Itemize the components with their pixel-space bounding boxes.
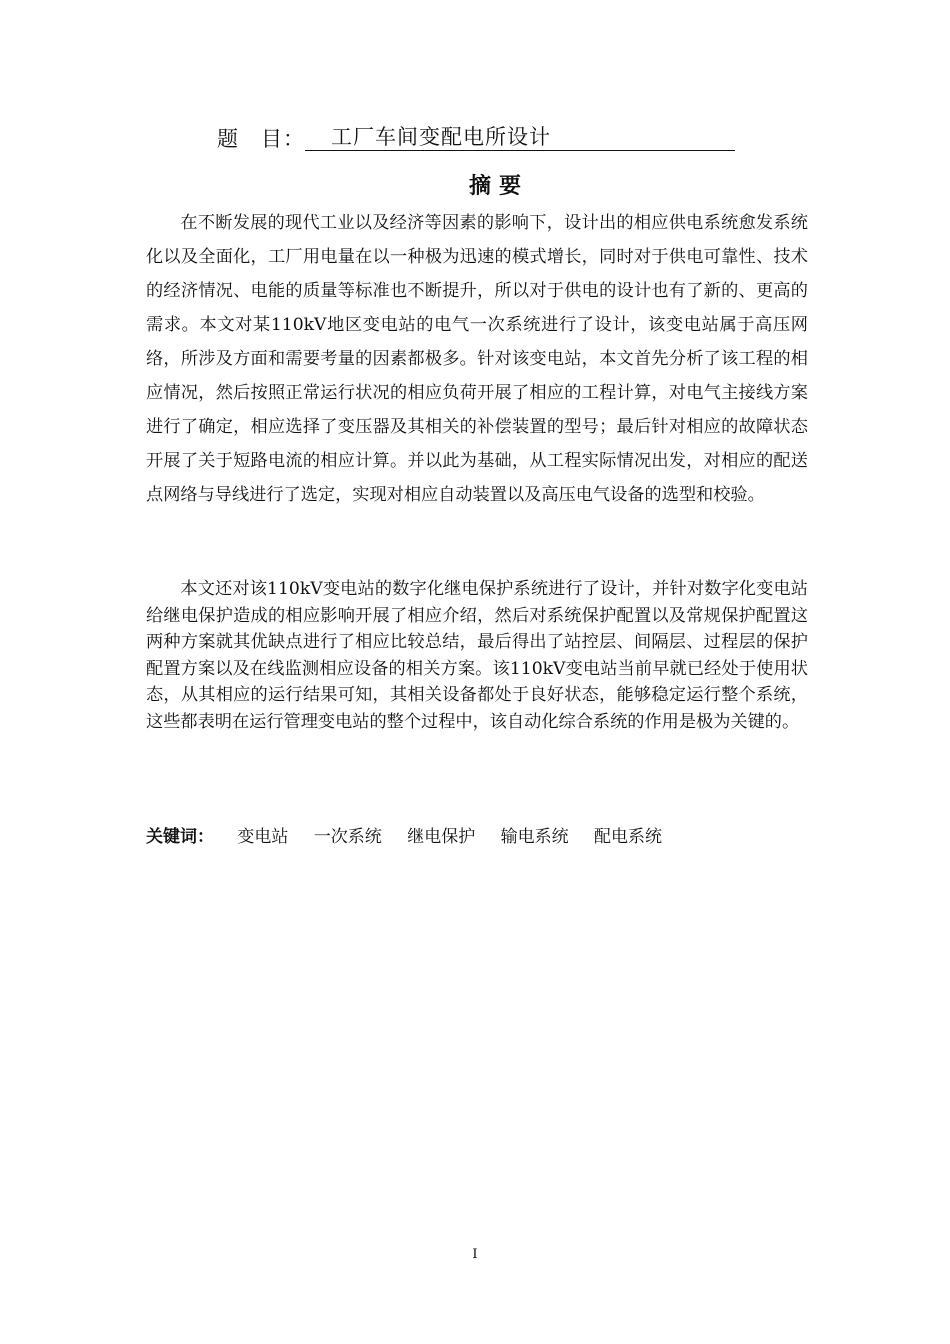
keywords-line (146, 824, 808, 850)
abstract-heading: 摘要 (468, 174, 529, 199)
abstract-paragraph-2: 本文还对该110kV变电站的数字化继电保护系统进行了设计，并针对数字化变电站给继电保护造成的相应影响开展了相应介绍，然后对系统保护配置以及常规保护配置这两种方案就其优缺点进行了相应比较总结，最后得出了站控层、间隔层、过程层的保护配置方案以及在线监测相应设备的相关方案。该110kV变电站当前早就已经处于使用状态，从其相应的运行结果可知，其相关设备都处于良好状态，能够稳定运行整个系统，这些都表明在运行管理变电站的整个过程中，该自动化综合系统的作用是极为关键的。 (146, 579, 808, 732)
title-underline (305, 122, 735, 151)
abstract-paragraph-1: 在不断发展的现代工业以及经济等因素的影响下，设计出的相应供电系统愈发系统化以及全面化，工厂用电量在以一种极为迅速的模式增长，同时对于供电可靠性、技术的经济情况、电能的质量等标准也不断提升，所以对于供电的设计也有了新的、更高的需求。本文对某110kV地区变电站的电气一次系统进行了设计，该变电站属于高压网络，所涉及方面和需要考量的因素都极多。针对该变电站，本文首先分析了该工程的相应情况，然后按照正常运行状况的相应负荷开展了相应的工程计算，对电气主接线方案进行了确定，相应选择了变压器及其相关的补偿装置的型号；最后针对相应的故障状态开展了关于短路电流的相应计算。并以此为基础，从工程实际情况出发，对相应的配送点网络与导线进行了选定，实现对相应自动装置以及高压电气设备的选型和校验。 (146, 213, 808, 505)
keyword-item: 配电系统 (594, 827, 663, 847)
keyword-item: 输电系统 (500, 827, 569, 847)
page-number: I (472, 1247, 478, 1262)
keywords-label: 关键词： (146, 827, 214, 847)
keyword-item: 变电站 (237, 827, 289, 847)
keyword-item: 继电保护 (407, 827, 476, 847)
title-label: 题 目： (217, 127, 305, 151)
thesis-title: 工厂车间变配电所设计 (331, 125, 551, 149)
keyword-item: 一次系统 (313, 827, 382, 847)
thesis-title-line (217, 122, 757, 156)
